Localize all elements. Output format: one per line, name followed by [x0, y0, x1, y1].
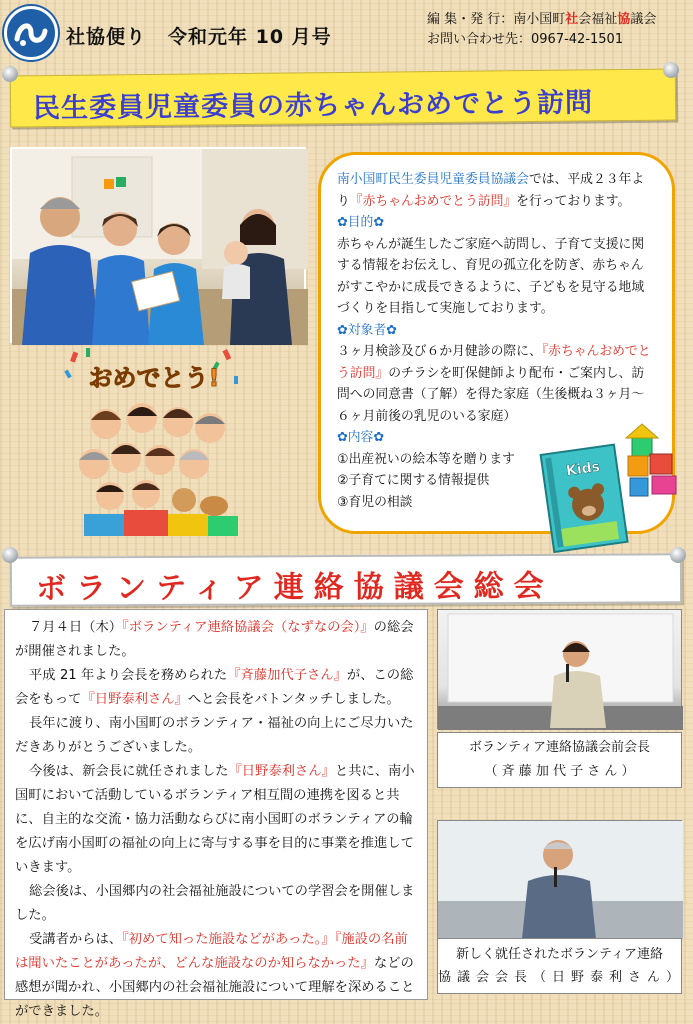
p2-red1: 『斉藤加代子さん』	[227, 668, 347, 683]
section2-banner	[10, 553, 682, 607]
p1-pre: ７月４日（木）	[29, 620, 123, 635]
p2-mid: が、この総会をもって	[15, 668, 414, 707]
newsletter-title	[66, 22, 354, 49]
publisher-mid: 会福祉	[578, 12, 618, 27]
celebration-drawing	[64, 346, 244, 536]
newsletter-name: 社協便り	[66, 26, 147, 48]
visit-photo-drawing	[12, 149, 308, 345]
article-paragraph	[15, 616, 417, 664]
p4-pre: 今後は、新会長に就任されました	[29, 764, 229, 779]
target-text	[337, 341, 656, 427]
celebration-text: おめでとう!	[88, 364, 220, 392]
section1-banner	[10, 69, 677, 128]
contact-line: お問い合わせ先：0967-42-1501	[427, 32, 624, 47]
publisher-red2: 協	[617, 12, 631, 27]
toy-blocks-illustration	[626, 424, 676, 496]
publisher-red1: 社	[565, 12, 579, 27]
book-label: Kids	[565, 458, 602, 480]
new-chair-photo	[437, 820, 682, 938]
section2-title: ボランティア連絡協議会総会	[35, 568, 554, 607]
caption2-line1: 新しく就任されたボランティア連絡	[456, 947, 663, 962]
content-item: ③育児の相談	[337, 494, 413, 510]
article-paragraph: 総会後は、小国郷内の社会福祉施設についての学習会を開催しました。	[15, 884, 415, 923]
push-pin-icon	[670, 547, 686, 563]
content-item: ①出産祝いの絵本等を贈ります	[337, 451, 515, 467]
push-pin-icon	[663, 62, 679, 78]
logo-icon	[4, 6, 58, 60]
p6-post: などの感想が聞かれ、小国郷内の社会福祉施設について理解を深めることができました。	[15, 956, 415, 1019]
former-chair-caption	[437, 732, 682, 788]
celebration-illustration	[64, 346, 244, 536]
caption2-line2: 協議会会長（日野泰利さん）	[438, 970, 686, 985]
p2-red2: 『日野泰利さん』	[81, 692, 188, 707]
p4-post: と共に、南小国町において活動しているボランティア相互間の連携を図ると共に、自主的な交流・協力活動ならびに南小国町のボランティアの輪を広げ南小国町の福祉の向上に寄与する事を目的に事業を推進していきます。	[15, 764, 415, 875]
intro-paragraph	[337, 169, 656, 212]
p4-red: 『日野泰利さん』	[228, 764, 335, 779]
publisher-info	[427, 10, 656, 50]
target-heading: ✿対象者✿	[337, 322, 397, 338]
caption1-line2: （ 斉 藤 加 代 子 さ ん ）	[484, 764, 635, 779]
p2-pre: 平成 21 年より会長を務められた	[29, 668, 228, 683]
volunteer-article	[4, 609, 428, 1019]
section1-title: 民生委員児童委員の赤ちゃんおめでとう訪問	[32, 87, 594, 125]
p6-red: 『初めて知った施設などがあった。』『施設の名前は聞いたことがあったが、どんな施設なのか知らなかった』	[15, 932, 408, 971]
new-chair-drawing	[438, 821, 683, 939]
kids-book-illustration	[544, 424, 684, 552]
visit-photo	[10, 147, 306, 343]
article-paragraph	[15, 928, 417, 1024]
intro-program: 『赤ちゃんおめでとう訪問』	[349, 193, 517, 209]
intro-mid: では、平成２３年より	[337, 172, 645, 209]
intro-org: 南小国町民生委員児童委員協議会	[337, 172, 529, 187]
publisher-prefix: 編 集・発 行：南小国町	[427, 12, 566, 27]
push-pin-icon	[2, 547, 18, 563]
p6-pre: 受講者からは、	[29, 932, 123, 947]
content-heading: ✿内容✿	[337, 430, 385, 445]
publisher-suffix: 議会	[630, 12, 657, 27]
p2-post: へと会長をバトンタッチしました。	[187, 692, 400, 707]
caption1-line1: ボランティア連絡協議会前会長	[469, 740, 650, 755]
intro-end: を行っております。	[516, 193, 631, 209]
publisher-line	[427, 10, 656, 30]
p1-post: の総会が開催されました。	[15, 620, 414, 659]
issue-label: 令和元年 10 月号	[168, 26, 332, 48]
book-blocks-drawing	[544, 424, 684, 552]
article-paragraph	[15, 760, 417, 880]
article-paragraph	[15, 664, 417, 712]
content-item: ②子育てに関する情報提供	[337, 473, 490, 488]
article-paragraph: 長年に渡り、南小国町のボランティア・福祉の向上にご尽力いただきありがとうございました。	[15, 716, 414, 755]
purpose-heading: ✿目的✿	[337, 215, 385, 230]
new-chair-caption	[437, 938, 686, 994]
target-program: 『赤ちゃんおめでとう訪問』	[337, 344, 651, 381]
former-chair-photo	[437, 609, 682, 729]
purpose-text: 赤ちゃんが誕生したご家庭へ訪問し、子育て支援に関する情報をお伝えし、育児の孤立化を防ぎ、赤ちゃんがすこやかに成長できるように、子どもを見守る地域づくりを目指して実施しております。	[337, 236, 645, 316]
logo-mark	[11, 13, 51, 53]
former-chair-drawing	[438, 610, 683, 730]
target-pre: ３ヶ月検診及び６か月健診の際に、	[337, 344, 542, 359]
p1-red: 『ボランティア連絡協議会（なずなの会）』	[122, 620, 374, 635]
push-pin-icon	[2, 66, 18, 82]
target-post: のチラシを町保健師より配布・ご案内し、訪問への同意書（了解）を得た家庭（生後概ね３ヶ月～６ヶ月前後の乳児のいる家庭）	[337, 365, 645, 424]
